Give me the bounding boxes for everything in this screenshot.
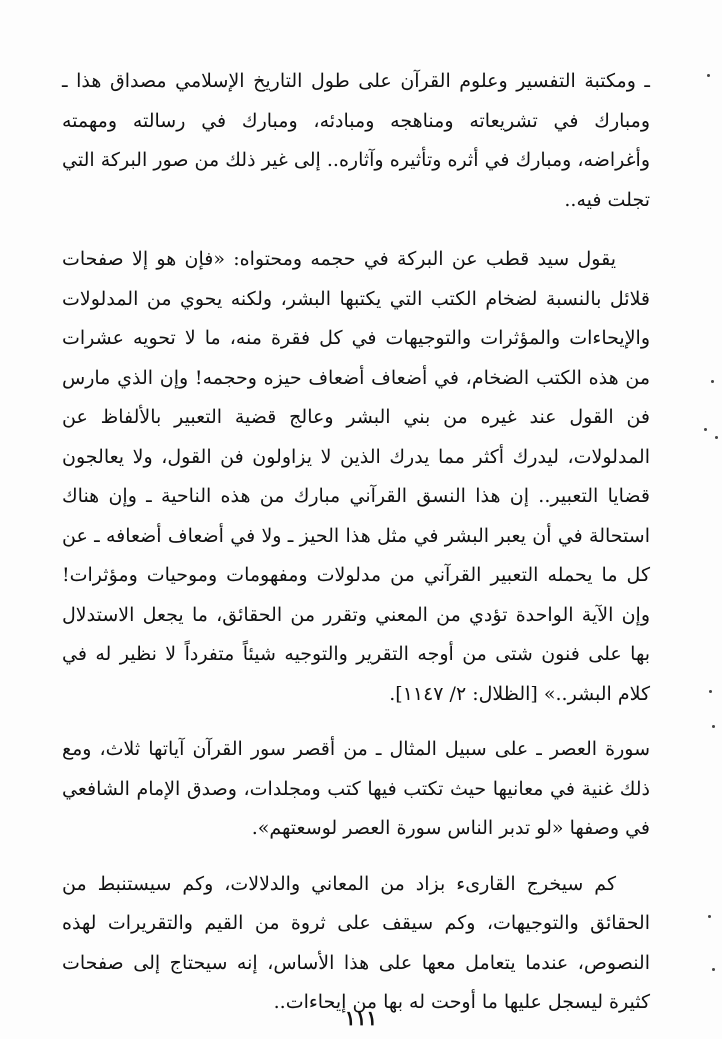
page-number: ١١١: [344, 1006, 378, 1030]
scan-speck: [715, 436, 718, 439]
paragraph-1: ـ ومكتبة التفسير وعلوم القرآن على طول التاريخ الإسلامي مصداق هذا ـ ومبارك في تشريعاته ومناهجه ومبادئه، ومبارك في رسالته ومهمته وأغراضه، ومبارك في أثره وتأثيره وآثاره.. إلى غير ذلك من صور البركة التي تجلت فيه..: [62, 70, 650, 211]
body-text: [62, 62, 650, 1023]
scan-speck: [704, 428, 707, 431]
paragraph-2-quote: يقول سيد قطب عن البركة في حجمه ومحتواه: «فإن هو إلا صفحات قلائل بالنسبة لضخام الكتب التي يكتبها البشر، ولكنه يحوي من المدلولات والإيحاءات والمؤثرات والتوجيهات في كل فقرة منه، ما لا تحويه عشرات من هذه الكتب الضخام، في أضعاف أضعاف حيزه وحجمه! وإن الذي مارس فن القول عند غيره من بني البشر وعالج قضية التعبير بالألفاظ عن المدلولات، ليدرك أكثر مما يدرك الذين لا يزاولون فن القول، ولا يعالجون قضايا التعبير.. إن هذا النسق القرآني مبارك من هذه الناحية ـ وإن هناك استحالة في أن يعبر البشر في مثل هذا الحيز ـ ولا في أضعاف أضعافه ـ عن كل ما يحمله التعبير القرآني من مدلولات ومفهومات وموحيات ومؤثرات! وإن الآية الواحدة تؤدي من المعني وتقرر من الحقائق، ما يجعل الاستدلال بها على فنون شتى من أوجه التقرير والتوجيه شيئاً متفرداً لا نظير له في كلام البشر..» [الظلال: ٢/ ١١٤٧].: [62, 248, 650, 705]
scan-speck: [709, 690, 712, 693]
scan-speck: [708, 915, 711, 918]
scan-speck: [712, 968, 715, 971]
scan-speck: [711, 380, 714, 383]
scan-speck: [712, 725, 715, 728]
paragraph-4: كم سيخرج القارىء بزاد من المعاني والدلالات، وكم سيستنبط من الحقائق والتوجيهات، وكم سيقف على ثروة من القيم والتقريرات لهذه النصوص، عندما يتعامل معها على هذا الأساس، إنه سيحتاج إلى صفحات كثيرة ليسجل عليها ما أوحت له بها من إيحاءات..: [62, 872, 650, 1013]
scan-speck: [707, 74, 710, 77]
paragraph-3: سورة العصر ـ على سبيل المثال ـ من أقصر سور القرآن آياتها ثلاث، ومع ذلك غنية في معانيها حيث تكتب فيها كتب ومجلدات، وصدق الإمام الشافعي في وصفها «لو تدبر الناس سورة العصر لوسعتهم».: [62, 738, 650, 839]
